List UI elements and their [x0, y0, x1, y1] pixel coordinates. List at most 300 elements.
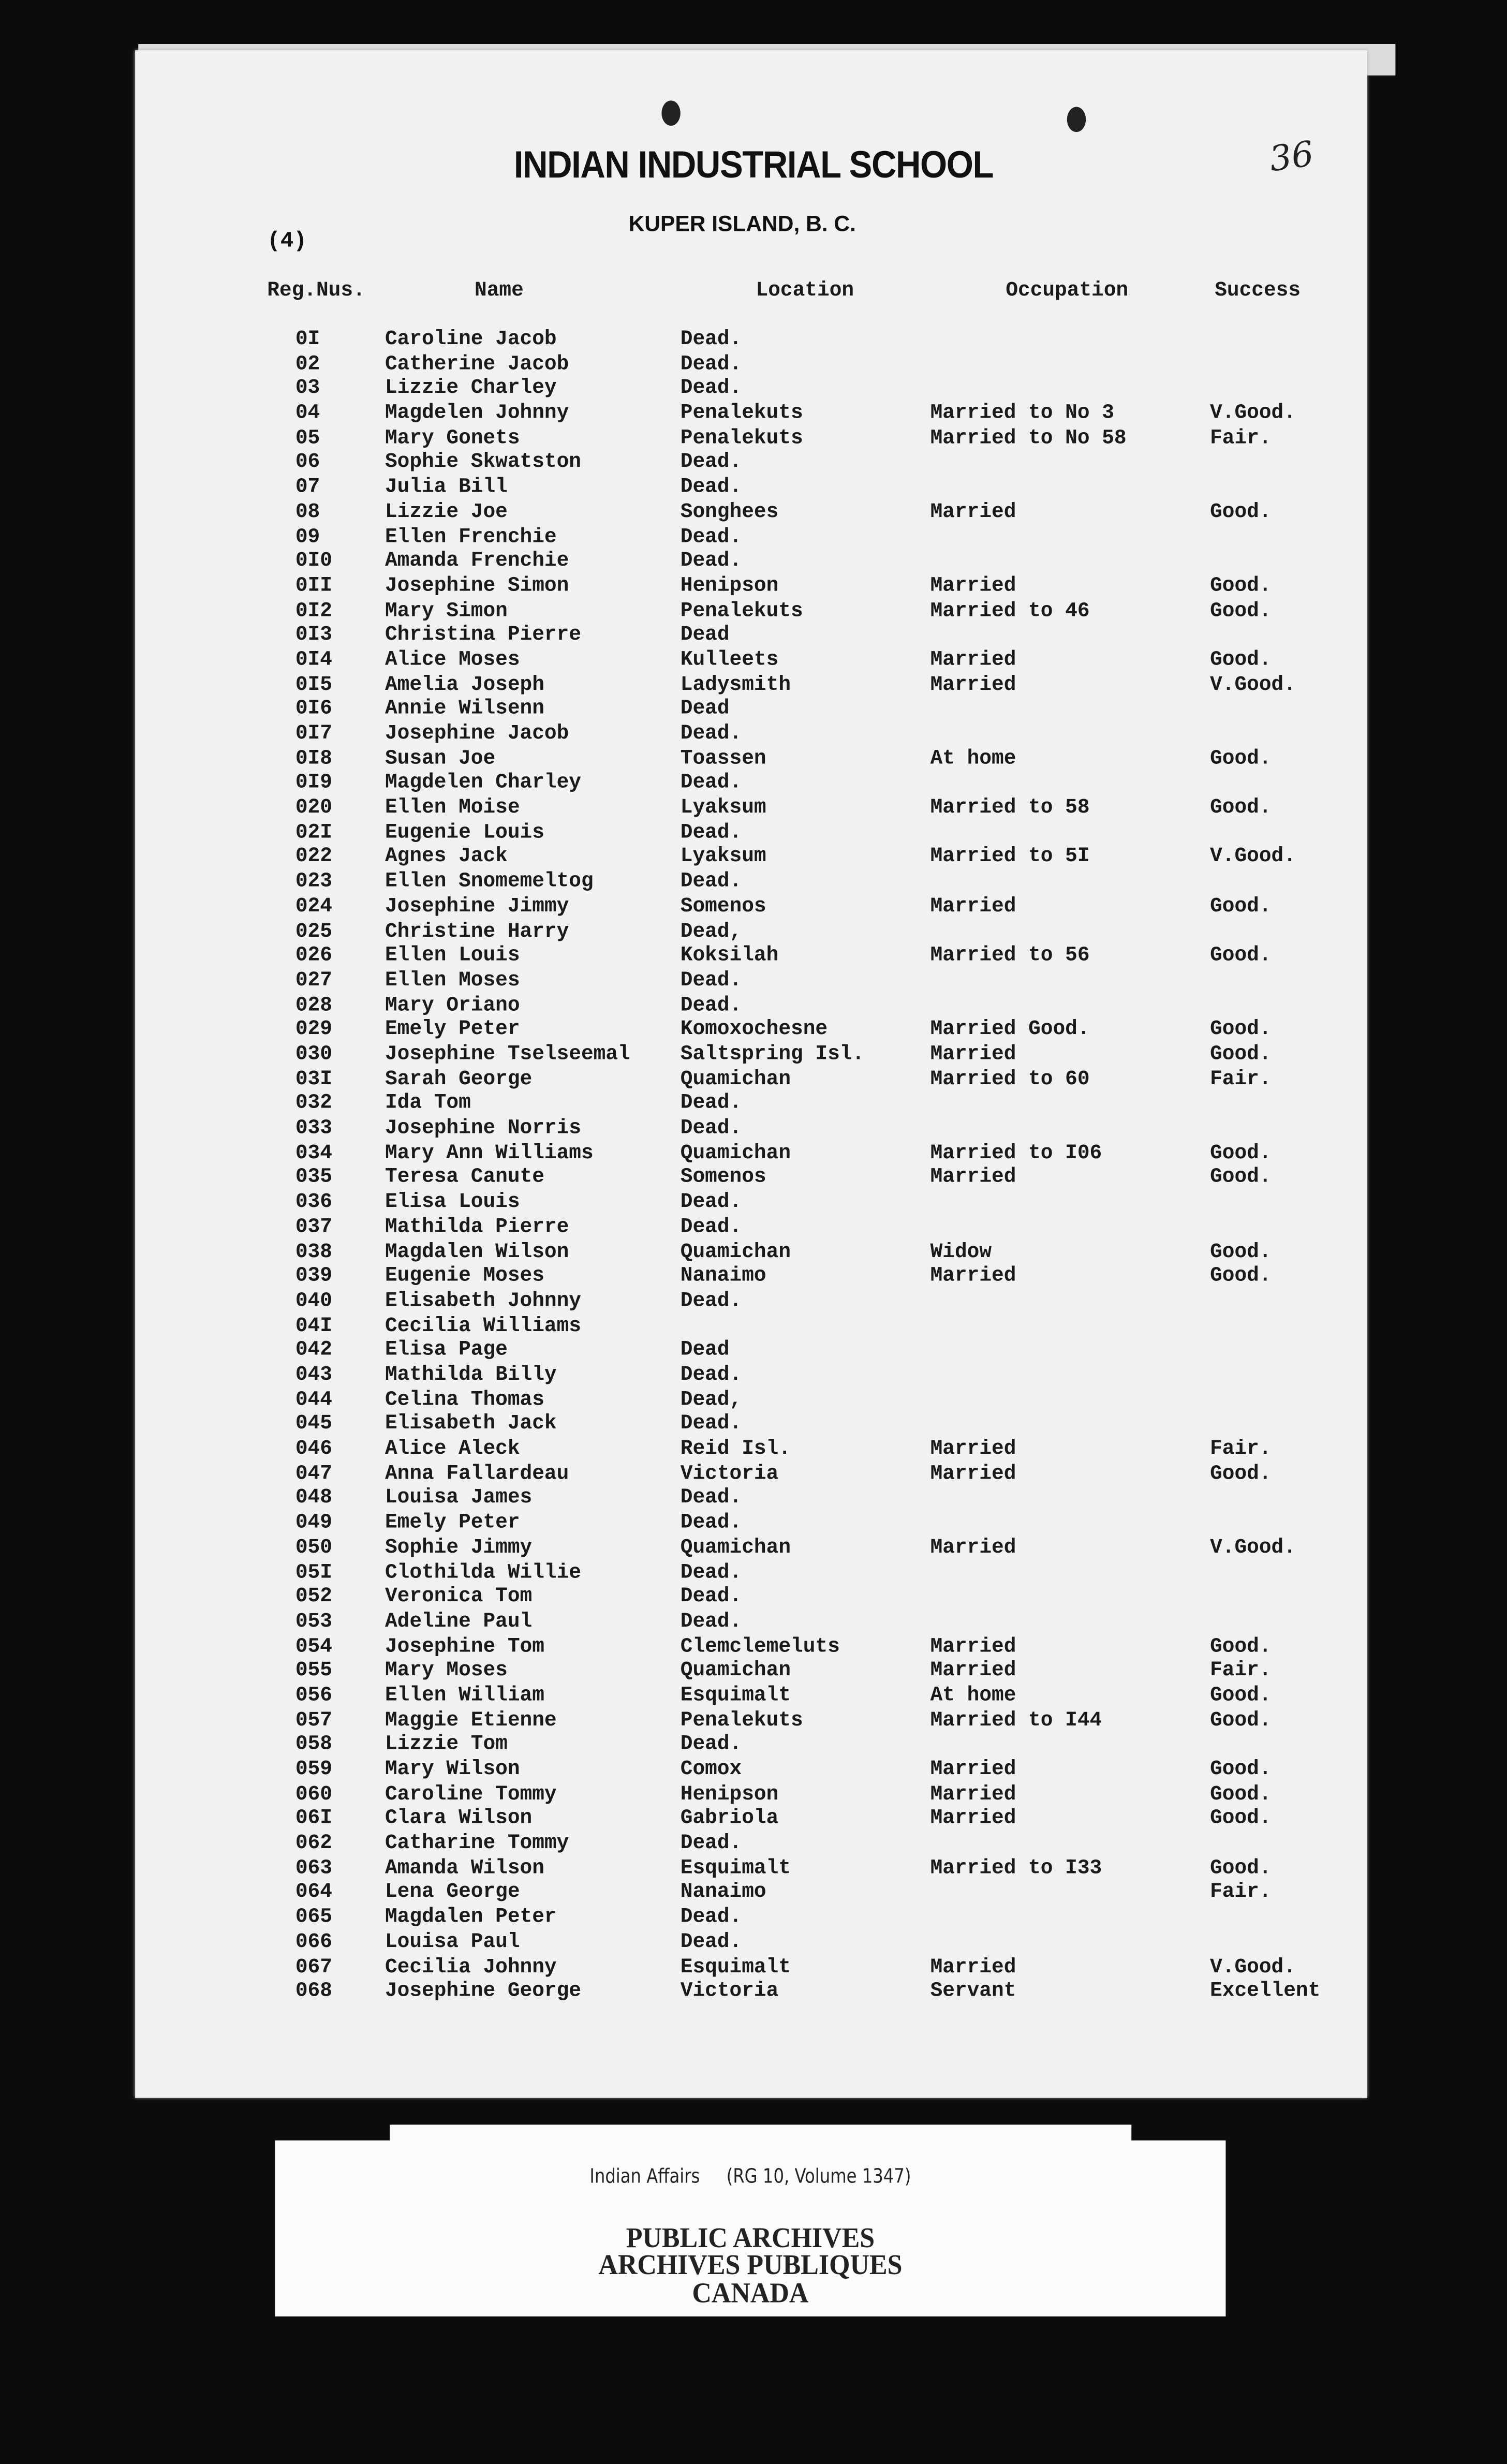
table-row [0, 1437, 1507, 1462]
student-name-cell: Josephine George [385, 1979, 581, 2003]
student-name-cell: Lizzie Joe [385, 499, 508, 523]
occupation-cell: Married to 56 [930, 943, 1090, 967]
stamp-line-2: ARCHIVES PUBLIQUES [598, 2249, 903, 2280]
table-row [0, 746, 1507, 771]
table-row [0, 1929, 1507, 1955]
location-cell: Victoria [680, 1461, 779, 1485]
location-cell: Dead. [680, 1190, 742, 1214]
success-cell: Good. [1210, 1781, 1272, 1806]
reg-number-cell: 0I8 [295, 746, 332, 770]
table-row [0, 351, 1507, 377]
occupation-cell: Married [930, 1042, 1016, 1066]
student-name-cell: Christine Harry [385, 918, 569, 942]
reg-number-cell: 040 [295, 1288, 332, 1312]
reg-number-cell: 054 [295, 1633, 332, 1658]
student-name-cell: Mathilda Billy [385, 1362, 557, 1386]
reg-number-cell: 02I [295, 820, 332, 844]
success-cell: Fair. [1210, 425, 1272, 449]
table-row [0, 1239, 1507, 1264]
table-row [0, 845, 1507, 870]
occupation-cell: Married Good. [930, 1017, 1090, 1041]
table-row [0, 919, 1507, 944]
location-cell: Dead. [680, 1116, 742, 1140]
table-row [0, 771, 1507, 796]
success-cell: Good. [1210, 1707, 1272, 1732]
table-row [0, 1535, 1507, 1560]
reg-number-cell: 046 [295, 1436, 332, 1460]
occupation-cell: Married [930, 1658, 1016, 1682]
student-name-cell: Lizzie Charley [385, 376, 557, 400]
student-name-cell: Christina Pierre [385, 623, 581, 646]
location-cell: Komoxochesne [680, 1017, 828, 1041]
table-row [0, 1584, 1507, 1610]
reg-number-cell: 0I [295, 327, 320, 351]
student-name-cell: Ellen Snomemeltog [385, 869, 594, 893]
table-row [0, 672, 1507, 698]
success-cell: V.Good. [1210, 845, 1296, 868]
location-cell: Dead. [680, 524, 742, 548]
table-row [0, 943, 1507, 969]
student-name-cell: Caroline Jacob [385, 327, 557, 351]
table-row [0, 1141, 1507, 1166]
reg-number-cell: 065 [295, 1905, 332, 1929]
location-cell: Koksilah [680, 943, 779, 967]
student-name-cell: Alice Aleck [385, 1436, 520, 1460]
location-cell: Dead [680, 697, 730, 720]
student-name-cell: Elisa Louis [385, 1190, 520, 1214]
occupation-cell: Married [930, 647, 1016, 671]
table-row [0, 1091, 1507, 1116]
student-name-cell: Amanda Wilson [385, 1855, 544, 1879]
table-row [0, 450, 1507, 476]
table-row [0, 425, 1507, 451]
success-cell: Good. [1210, 1461, 1272, 1485]
reg-number-cell: 045 [295, 1411, 332, 1436]
table-row [0, 1609, 1507, 1634]
table-row [0, 1658, 1507, 1684]
occupation-cell: Married [930, 1165, 1016, 1189]
table-row [0, 1042, 1507, 1067]
student-name-cell: Susan Joe [385, 746, 496, 770]
occupation-cell: Married [930, 1461, 1016, 1485]
reg-number-cell: 04 [295, 401, 320, 425]
location-cell: Dead [680, 623, 730, 646]
student-name-cell: Louisa James [385, 1485, 533, 1510]
table-row [0, 376, 1507, 402]
student-name-cell: Mary Simon [385, 598, 508, 622]
occupation-cell: Married [930, 1436, 1016, 1460]
location-cell: Dead. [680, 376, 742, 400]
reg-number-cell: 02 [295, 351, 320, 375]
location-cell: Somenos [680, 894, 766, 918]
column-header-success: Success [1215, 278, 1301, 302]
location-cell: Henipson [680, 1781, 779, 1806]
table-row [0, 1831, 1507, 1856]
location-cell: Dead. [680, 869, 742, 893]
student-name-cell: Mary Wilson [385, 1757, 520, 1781]
location-cell: Somenos [680, 1165, 766, 1189]
occupation-cell: At home [930, 746, 1016, 770]
success-cell: Good. [1210, 1140, 1272, 1164]
table-row [0, 1954, 1507, 1980]
occupation-cell: At home [930, 1683, 1016, 1707]
student-name-cell: Anna Fallardeau [385, 1461, 569, 1485]
reg-number-cell: 09 [295, 524, 320, 548]
location-cell: Penalekuts [680, 401, 803, 425]
reg-number-cell: 048 [295, 1485, 332, 1510]
reg-number-cell: 05I [295, 1559, 332, 1584]
student-name-cell: Ellen Frenchie [385, 524, 557, 548]
location-cell: Victoria [680, 1979, 779, 2003]
location-cell: Dead. [680, 1288, 742, 1312]
reg-number-cell: 056 [295, 1683, 332, 1707]
student-name-cell: Louisa Paul [385, 1929, 520, 1953]
stamp-line-3: CANADA [692, 2277, 809, 2309]
table-row [0, 1510, 1507, 1536]
location-cell: Nanaimo [680, 1880, 766, 1904]
reg-number-cell: 0I7 [295, 721, 332, 745]
location-cell: Esquimalt [680, 1954, 791, 1978]
reg-number-cell: 0I5 [295, 672, 332, 696]
location-cell: Dead. [680, 327, 742, 351]
table-row [0, 524, 1507, 550]
reg-number-cell: 059 [295, 1757, 332, 1781]
location-cell: Comox [680, 1757, 742, 1781]
table-row [0, 1880, 1507, 1906]
success-cell: Good. [1210, 1683, 1272, 1707]
reg-number-cell: 034 [295, 1140, 332, 1164]
table-row [0, 647, 1507, 673]
student-name-cell: Sophie Jimmy [385, 1535, 533, 1559]
reg-number-cell: 055 [295, 1658, 332, 1682]
occupation-cell: Married to 58 [930, 795, 1090, 819]
location-cell: Dead. [680, 721, 742, 745]
student-name-cell: Emely Peter [385, 1510, 520, 1534]
student-name-cell: Adeline Paul [385, 1609, 533, 1633]
table-row [0, 1905, 1507, 1930]
reg-number-cell: 027 [295, 968, 332, 992]
student-name-cell: Josephine Tom [385, 1633, 544, 1658]
table-row [0, 721, 1507, 747]
student-name-cell: Cecilia Johnny [385, 1954, 557, 1978]
reg-number-cell: 062 [295, 1831, 332, 1855]
location-cell: Penalekuts [680, 598, 803, 622]
student-name-cell: Mary Ann Williams [385, 1140, 594, 1164]
success-cell: Good. [1210, 499, 1272, 523]
reg-number-cell: 030 [295, 1042, 332, 1066]
location-cell: Gabriola [680, 1806, 779, 1830]
student-name-cell: Agnes Jack [385, 845, 508, 868]
success-cell: Excellent [1210, 1979, 1321, 2003]
success-cell: Good. [1210, 746, 1272, 770]
table-row [0, 869, 1507, 895]
reg-number-cell: 033 [295, 1116, 332, 1140]
occupation-cell: Married [930, 1781, 1016, 1806]
student-name-cell: Elisabeth Johnny [385, 1288, 581, 1312]
student-name-cell: Josephine Simon [385, 573, 569, 597]
location-cell: Dead. [680, 820, 742, 844]
success-cell: Good. [1210, 795, 1272, 819]
student-name-cell: Ida Tom [385, 1091, 471, 1115]
reg-number-cell: 043 [295, 1362, 332, 1386]
reg-number-cell: 04I [295, 1313, 332, 1337]
document-subtitle: KUPER ISLAND, B. C. [628, 210, 856, 236]
reg-number-cell: 037 [295, 1214, 332, 1238]
location-cell: Penalekuts [680, 1707, 803, 1732]
table-row [0, 1461, 1507, 1486]
success-cell: Fair. [1210, 1658, 1272, 1682]
table-row [0, 1338, 1507, 1363]
success-cell: Good. [1210, 1806, 1272, 1830]
location-cell: Dead. [680, 1584, 742, 1608]
student-name-cell: Lizzie Tom [385, 1732, 508, 1756]
column-header-location: Location [756, 278, 854, 302]
location-cell: Nanaimo [680, 1264, 766, 1288]
location-cell: Dead. [680, 1559, 742, 1584]
location-cell: Dead [680, 1337, 730, 1362]
location-cell: Dead, [680, 918, 742, 942]
reg-number-cell: 0I4 [295, 647, 332, 671]
student-name-cell: Mary Gonets [385, 425, 520, 449]
student-name-cell: Magdelen Charley [385, 771, 581, 794]
reg-number-cell: 058 [295, 1732, 332, 1756]
table-row [0, 795, 1507, 821]
success-cell: V.Good. [1210, 1954, 1296, 1978]
location-cell: Dead. [680, 1411, 742, 1436]
success-cell: Good. [1210, 1855, 1272, 1879]
reg-number-cell: 0I0 [295, 549, 332, 572]
student-name-cell: Josephine Jacob [385, 721, 569, 745]
occupation-cell: Widow [930, 1239, 992, 1263]
table-row [0, 1017, 1507, 1043]
student-name-cell: Magdalen Wilson [385, 1239, 569, 1263]
table-row [0, 1165, 1507, 1190]
location-cell: Dead. [680, 475, 742, 498]
location-cell: Dead. [680, 1091, 742, 1115]
student-name-cell: Teresa Canute [385, 1165, 544, 1189]
table-row [0, 1855, 1507, 1881]
handwritten-note: 36 [1267, 135, 1317, 181]
location-cell: Dead. [680, 351, 742, 375]
location-cell: Reid Isl. [680, 1436, 791, 1460]
location-cell: Dead, [680, 1387, 742, 1411]
occupation-cell: Married to 46 [930, 598, 1090, 622]
punch-hole [1067, 107, 1086, 132]
location-cell: Dead. [680, 1510, 742, 1534]
reg-number-cell: 020 [295, 795, 332, 819]
student-name-cell: Sophie Skwatston [385, 450, 581, 474]
occupation-cell: Married [930, 1757, 1016, 1781]
location-cell: Toassen [680, 746, 766, 770]
location-cell: Esquimalt [680, 1683, 791, 1707]
archive-label [275, 2141, 1225, 2317]
reg-number-cell: 068 [295, 1979, 332, 2003]
location-cell: Dead. [680, 549, 742, 572]
success-cell: Fair. [1210, 1880, 1272, 1904]
success-cell: V.Good. [1210, 672, 1296, 696]
reg-number-cell: 0II [295, 573, 332, 597]
success-cell: V.Good. [1210, 1535, 1296, 1559]
column-header-name: Name [475, 278, 524, 302]
success-cell: V.Good. [1210, 401, 1296, 425]
reg-number-cell: 039 [295, 1264, 332, 1288]
student-name-cell: Ellen Moses [385, 968, 520, 992]
table-row [0, 499, 1507, 525]
reg-number-cell: 03I [295, 1066, 332, 1090]
table-row [0, 820, 1507, 845]
occupation-cell: Married [930, 1264, 1016, 1288]
occupation-cell: Servant [930, 1979, 1016, 2003]
reg-number-cell: 038 [295, 1239, 332, 1263]
table-row [0, 475, 1507, 500]
reg-number-cell: 024 [295, 894, 332, 918]
student-name-cell: Clothilda Willie [385, 1559, 581, 1584]
location-cell: Clemclemeluts [680, 1633, 840, 1658]
reg-number-cell: 0I6 [295, 697, 332, 720]
reg-number-cell: 067 [295, 1954, 332, 1978]
collection-reference [346, 2164, 1155, 2188]
document-title: INDIAN INDUSTRIAL SCHOOL [513, 144, 994, 187]
success-cell: Good. [1210, 1633, 1272, 1658]
student-name-cell: Mathilda Pierre [385, 1214, 569, 1238]
location-cell: Dead. [680, 992, 742, 1016]
success-cell: Good. [1210, 598, 1272, 622]
punch-hole [661, 100, 680, 126]
location-cell: Dead. [680, 1905, 742, 1929]
table-row [0, 549, 1507, 574]
location-cell: Dead. [680, 1214, 742, 1238]
location-cell: Dead. [680, 1732, 742, 1756]
table-row [0, 1215, 1507, 1240]
table-row [0, 1412, 1507, 1437]
table-row [0, 1289, 1507, 1314]
student-name-cell: Josephine Jimmy [385, 894, 569, 918]
location-cell: Dead. [680, 1362, 742, 1386]
occupation-cell: Married [930, 1954, 1016, 1978]
reg-number-cell: 035 [295, 1165, 332, 1189]
success-cell: Fair. [1210, 1066, 1272, 1090]
table-row [0, 968, 1507, 993]
location-cell: Saltspring Isl. [680, 1042, 865, 1066]
table-row [0, 1757, 1507, 1782]
student-name-cell: Celina Thomas [385, 1387, 544, 1411]
reg-number-cell: 029 [295, 1017, 332, 1041]
location-cell: Henipson [680, 573, 779, 597]
table-row [0, 327, 1507, 352]
student-name-cell: Catharine Tommy [385, 1831, 569, 1855]
student-name-cell: Mary Oriano [385, 992, 520, 1016]
column-header-reg: Reg.Nus. [267, 278, 365, 302]
table-row [0, 1486, 1507, 1511]
occupation-cell: Married [930, 499, 1016, 523]
location-cell: Quamichan [680, 1066, 791, 1090]
reg-number-cell: 028 [295, 992, 332, 1016]
occupation-cell: Married [930, 1633, 1016, 1658]
occupation-cell: Married to 60 [930, 1066, 1090, 1090]
reg-number-cell: 064 [295, 1880, 332, 1904]
success-cell: Good. [1210, 1757, 1272, 1781]
student-name-cell: Cecilia Williams [385, 1313, 581, 1337]
location-cell: Dead. [680, 1609, 742, 1633]
reg-number-cell: 08 [295, 499, 320, 523]
table-row [0, 1363, 1507, 1388]
success-cell: Good. [1210, 647, 1272, 671]
table-row [0, 1708, 1507, 1733]
student-name-cell: Josephine Norris [385, 1116, 581, 1140]
table-row [0, 1732, 1507, 1758]
reg-number-cell: 036 [295, 1190, 332, 1214]
student-name-cell: Catherine Jacob [385, 351, 569, 375]
occupation-cell: Married to I44 [930, 1707, 1102, 1732]
success-cell: Fair. [1210, 1436, 1272, 1460]
page-number: (4) [267, 229, 307, 255]
student-name-cell: Josephine Tselseemal [385, 1042, 630, 1066]
location-cell: Esquimalt [680, 1855, 791, 1879]
success-cell: Good. [1210, 1042, 1272, 1066]
table-row [0, 1979, 1507, 2004]
location-cell: Dead. [680, 1485, 742, 1510]
table-row [0, 1387, 1507, 1412]
occupation-cell: Married [930, 1535, 1016, 1559]
table-row [0, 1116, 1507, 1141]
table-row [0, 1781, 1507, 1807]
table-row [0, 1264, 1507, 1289]
student-name-cell: Magdelen Johnny [385, 401, 569, 425]
success-cell: Good. [1210, 1017, 1272, 1041]
reg-number-cell: 025 [295, 918, 332, 942]
reg-number-cell: 052 [295, 1584, 332, 1608]
occupation-cell: Married to I06 [930, 1140, 1102, 1164]
column-header-occupation: Occupation [1006, 278, 1129, 302]
table-row [0, 1683, 1507, 1708]
location-cell: Lyaksum [680, 795, 766, 819]
student-name-cell: Eugenie Louis [385, 820, 544, 844]
table-row [0, 1806, 1507, 1832]
occupation-cell: Married [930, 894, 1016, 918]
student-name-cell: Amanda Frenchie [385, 549, 569, 572]
success-cell: Good. [1210, 573, 1272, 597]
success-cell: Good. [1210, 1239, 1272, 1263]
student-name-cell: Annie Wilsenn [385, 697, 544, 720]
occupation-cell: Married to No 58 [930, 425, 1127, 449]
reg-number-cell: 047 [295, 1461, 332, 1485]
occupation-cell: Married [930, 1806, 1016, 1830]
student-name-cell: Mary Moses [385, 1658, 508, 1682]
student-name-cell: Sarah George [385, 1066, 533, 1090]
reg-number-cell: 057 [295, 1707, 332, 1732]
table-row [0, 894, 1507, 919]
occupation-cell: Married [930, 672, 1016, 696]
table-row [0, 1634, 1507, 1659]
student-name-cell: Elisabeth Jack [385, 1411, 557, 1436]
reg-number-cell: 05 [295, 425, 320, 449]
reg-number-cell: 066 [295, 1929, 332, 1953]
reg-number-cell: 0I9 [295, 771, 332, 794]
reg-number-cell: 042 [295, 1337, 332, 1362]
reg-number-cell: 044 [295, 1387, 332, 1411]
reg-number-cell: 032 [295, 1091, 332, 1115]
reg-number-cell: 06 [295, 450, 320, 474]
location-cell: Quamichan [680, 1535, 791, 1559]
occupation-cell: Married to No 3 [930, 401, 1114, 425]
location-cell: Dead. [680, 771, 742, 794]
student-name-cell: Emely Peter [385, 1017, 520, 1041]
table-row [0, 1313, 1507, 1338]
table-row [0, 401, 1507, 426]
success-cell: Good. [1210, 1264, 1272, 1288]
student-name-cell: Lena George [385, 1880, 520, 1904]
student-name-cell: Maggie Etienne [385, 1707, 557, 1732]
